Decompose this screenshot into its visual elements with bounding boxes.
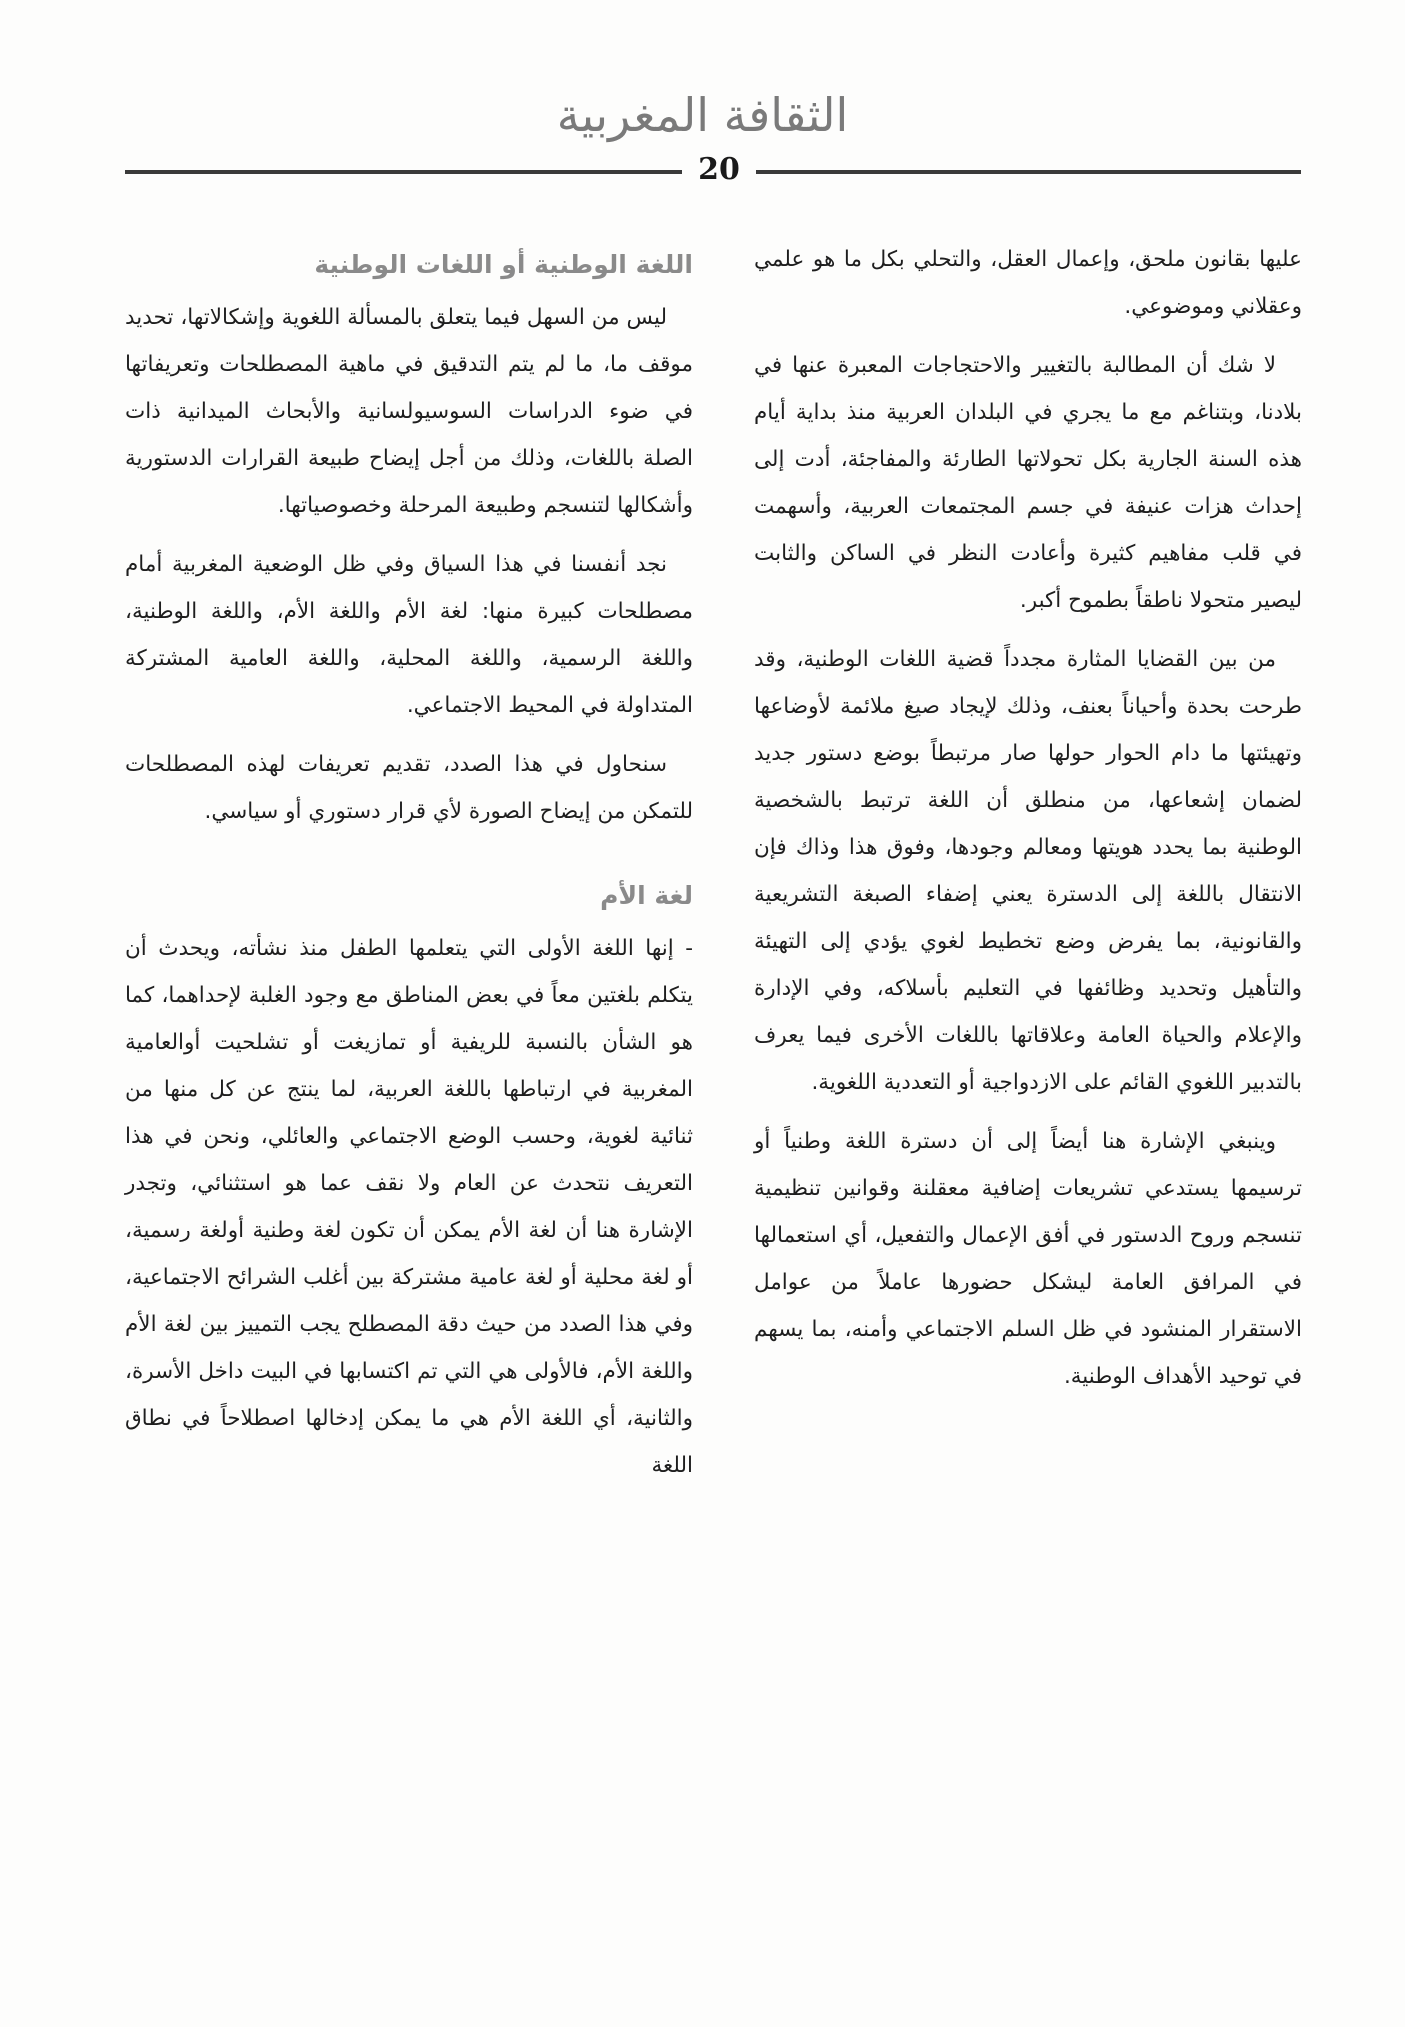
magazine-title: الثقافة المغربية [556,88,849,142]
page-number: 20 [698,152,740,187]
paragraph: سنحاول في هذا الصدد، تقديم تعريفات لهذه المصطلحات للتمكن من إيضاح الصورة لأي قرار دستوري أو سياسي. [125,752,693,824]
paragraph: عليها بقانون ملحق، وإعمال العقل، والتحلي بكل ما هو علمي وعقلاني وموضوعي. [754,247,1302,319]
section-heading: اللغة الوطنية أو اللغات الوطنية [314,250,693,279]
paragraph: لا شك أن المطالبة بالتغيير والاحتجاجات المعبرة عنها في بلادنا، وبتناغم مع ما يجري في البلدان العربية منذ بداية أيام هذه السنة الجارية بكل تحولاتها الطارئة والمفاجئة، أدت إلى إحداث هزات عنيفة في جسم المجتمعات العربية، وأسهمت في قلب مفاهيم كثيرة وأعادت النظر في الساكن والثابت ليصير متحولا ناطقاً بطموح أكبر. [754,353,1302,613]
paragraph: نجد أنفسنا في هذا السياق وفي ظل الوضعية المغربية أمام مصطلحات كبيرة منها: لغة الأم واللغة الأم، واللغة الوطنية، واللغة الرسمية، واللغة المحلية، واللغة العامية المشتركة المتداولة في المحيط الاجتماعي. [125,552,693,718]
paragraph: - إنها اللغة الأولى التي يتعلمها الطفل منذ نشأته، ويحدث أن يتكلم بلغتين معاً في بعض المناطق مع وجود الغلبة لإحداهما، كما هو الشأن بالنسبة للريفية أو تمازيغت أو تشلحيت أوالعامية المغربية في ارتباطها باللغة العربية، لما ينتج عن كل منها من ثنائية لغوية، وحسب الوضع الاجتماعي والعائلي، ونحن في هذا التعريف نتحدث عن العام ولا نقف عما هو استثنائي، وتجدر الإشارة هنا أن لغة الأم يمكن أن تكون لغة وطنية أولغة رسمية، أو لغة محلية أو لغة عامية مشتركة بين أغلب الشرائح الاجتماعية، وفي هذا الصدد من حيث دقة المصطلح يجب التمييز بين لغة الأم واللغة الأم، فالأولى هي التي تم اكتسابها في البيت داخل الأسرة، والثانية، أي اللغة الأم هي ما يمكن إدخالها اصطلاحاً في نطاق اللغة [125,936,693,1478]
paragraph: ليس من السهل فيما يتعلق بالمسألة اللغوية وإشكالاتها، تحديد موقف ما، ما لم يتم التدقيق في ماهية المصطلحات وتعريفاتها في ضوء الدراسات السوسيولسانية والأبحاث الميدانية ذات الصلة باللغات، وذلك من أجل إيضاح طبيعة القرارات الدستورية وأشكالها لتنسجم وطبيعة المرحلة وخصوصياتها. [125,305,693,518]
paragraph: من بين القضايا المثارة مجدداً قضية اللغات الوطنية، وقد طرحت بحدة وأحياناً بعنف، وذلك لإيجاد صيغ ملائمة لأوضاعها وتهيئتها ما دام الحوار حولها صار مرتبطاً بوضع دستور جديد لضمان إشعاعها، من منطلق أن اللغة ترتبط بالشخصية الوطنية بما يحدد هويتها ومعالم وجودها، وفوق هذا وذاك فإن الانتقال باللغة إلى الدسترة يعني إضفاء الصبغة التشريعية والقانونية، بما يفرض وضع تخطيط لغوي يؤدي إلى التهيئة والتأهيل وتحديد وظائفها في التعليم بأسلاكه، وفي الإدارة والإعلام والحياة العامة وعلاقاتها باللغات الأخرى فيما يعرف بالتدبير اللغوي القائم على الازدواجية أو التعددية اللغوية. [754,647,1302,1095]
section-heading: لغة الأم [600,881,693,910]
left-column [125,240,693,1501]
header-rule-left [125,170,682,174]
paragraph: وينبغي الإشارة هنا أيضاً إلى أن دسترة اللغة وطنياً أو ترسيمها يستدعي تشريعات إضافية معقلنة وقوانين تنظيمية تنسجم وروح الدستور في أفق الإعمال والتفعيل، أي استعمالها في المرافق العامة ليشكل حضورها عاملاً من عوامل الاستقرار المنشود في ظل السلم الاجتماعي وأمنه، بما يسهم في توحيد الأهداف الوطنية. [754,1129,1302,1389]
header-rule-right [756,170,1301,174]
right-column [754,236,1302,1412]
